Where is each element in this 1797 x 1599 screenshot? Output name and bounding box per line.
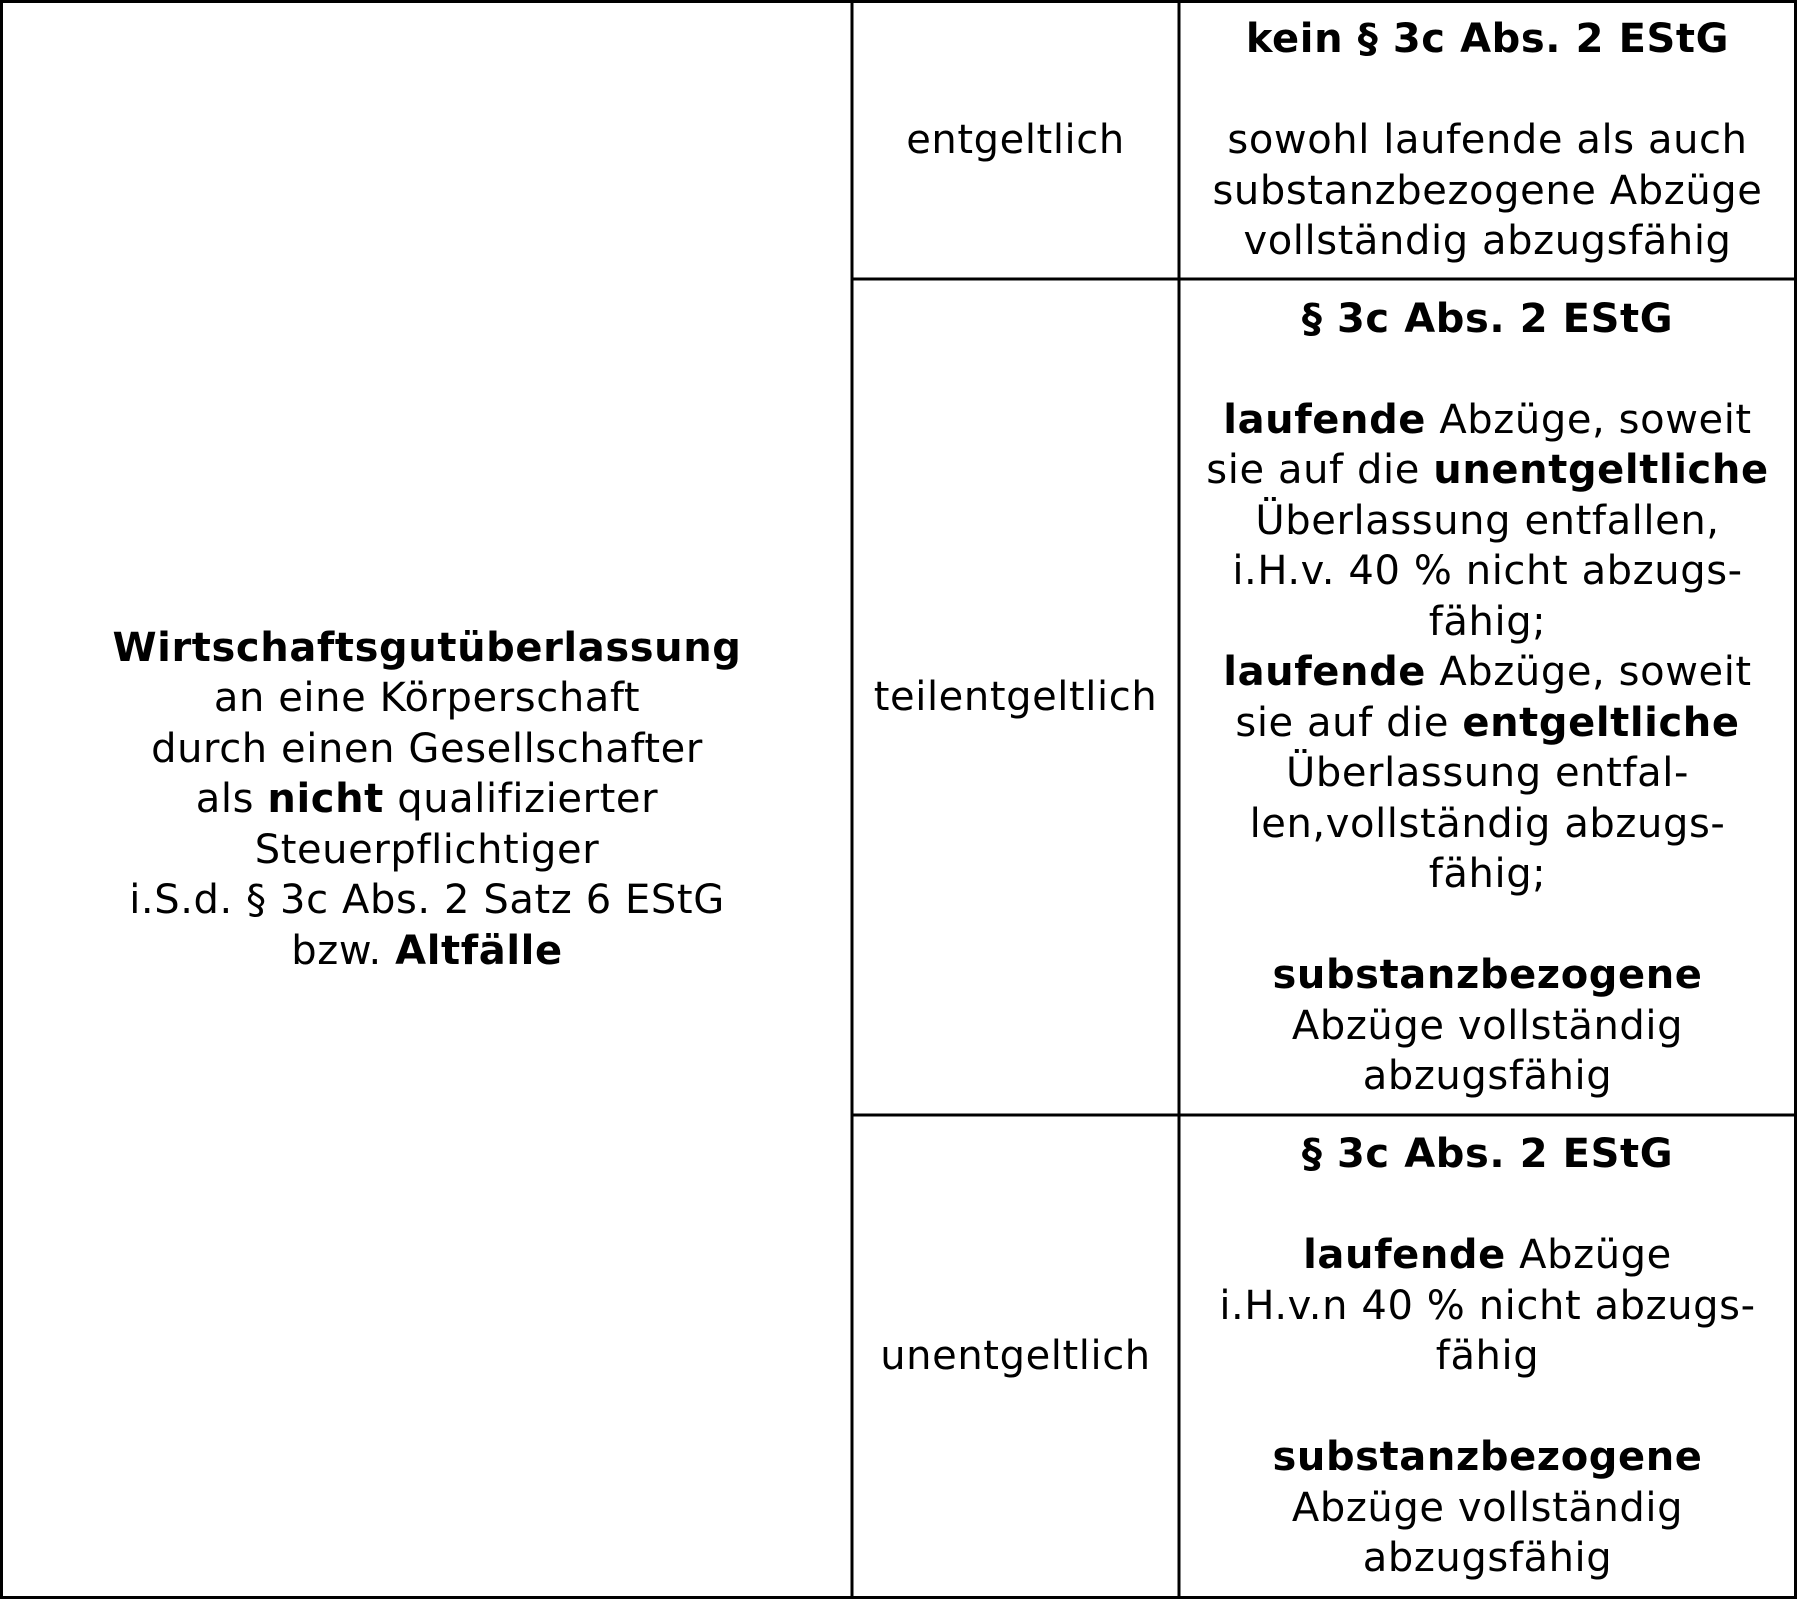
- row-text-line: Abzüge vollständig: [1291, 1484, 1684, 1531]
- row-text-line: substanzbezogene: [1272, 952, 1703, 998]
- left-line-3: durch einen Gesellschafter: [151, 725, 703, 772]
- row-text-line: Überlassung entfallen,: [1255, 497, 1720, 544]
- row-text-line: Abzüge vollständig: [1291, 1002, 1684, 1049]
- left-line-6: i.S.d. § 3c Abs. 2 Satz 6 EStG: [129, 877, 725, 924]
- row-text-line: Überlassung entfal-: [1285, 750, 1690, 796]
- row-heading: § 3c Abs. 2 EStG: [1301, 1131, 1674, 1178]
- left-merged-cell: [3, 3, 851, 1596]
- left-line-2: an eine Körperschaft: [213, 675, 641, 722]
- left-line-5: Steuerpflichtiger: [254, 826, 600, 873]
- row-text-line: laufende Abzüge: [1303, 1232, 1672, 1279]
- row-text-line: i.H.v.n 40 % nicht abzugs-: [1219, 1282, 1756, 1329]
- row-text-line: fähig: [1435, 1333, 1540, 1380]
- row-text-line: i.H.v. 40 % nicht abzugs-: [1232, 548, 1743, 594]
- row-text-line: len,vollständig abzugs-: [1249, 800, 1726, 847]
- row-heading: kein § 3c Abs. 2 EStG: [1245, 16, 1730, 63]
- row-label-text: entgeltlich: [906, 117, 1125, 164]
- left-line-7: bzw. Altfälle: [291, 927, 563, 974]
- row-label-teilentgeltlich: [853, 281, 1178, 1114]
- row-content-entgeltlich: [1180, 3, 1795, 278]
- row-text-line: laufende Abzüge, soweit: [1223, 396, 1752, 443]
- left-line-1: Wirtschaftsgutüberlassung: [112, 624, 742, 671]
- row-text-line: substanzbezogene: [1272, 1434, 1703, 1481]
- row-label-unentgeltlich: [853, 1117, 1178, 1596]
- row-content-unentgeltlich: [1180, 1117, 1795, 1596]
- row-text-line: substanzbezogene Abzüge: [1212, 167, 1763, 214]
- row-text-line: sie auf die unentgeltliche: [1206, 447, 1769, 493]
- row-text-line: sie auf die entgeltliche: [1235, 699, 1740, 746]
- row-text-line: abzugsfähig: [1362, 1053, 1613, 1099]
- left-line-4: als nicht qualifizierter: [195, 776, 659, 823]
- row-label-entgeltlich: [853, 3, 1178, 278]
- row-heading: § 3c Abs. 2 EStG: [1301, 295, 1674, 342]
- row-text-line: fähig;: [1428, 851, 1547, 897]
- row-label-text: teilentgeltlich: [873, 674, 1158, 721]
- row-text-line: sowohl laufende als auch: [1227, 117, 1748, 164]
- row-label-text: unentgeltlich: [880, 1333, 1151, 1380]
- row-text-line: vollständig abzugsfähig: [1243, 218, 1732, 265]
- row-text-line: fähig;: [1428, 598, 1547, 645]
- row-text-line: abzugsfähig: [1362, 1535, 1613, 1582]
- row-text-line: laufende Abzüge, soweit: [1223, 649, 1752, 695]
- row-content-teilentgeltlich: [1180, 281, 1795, 1114]
